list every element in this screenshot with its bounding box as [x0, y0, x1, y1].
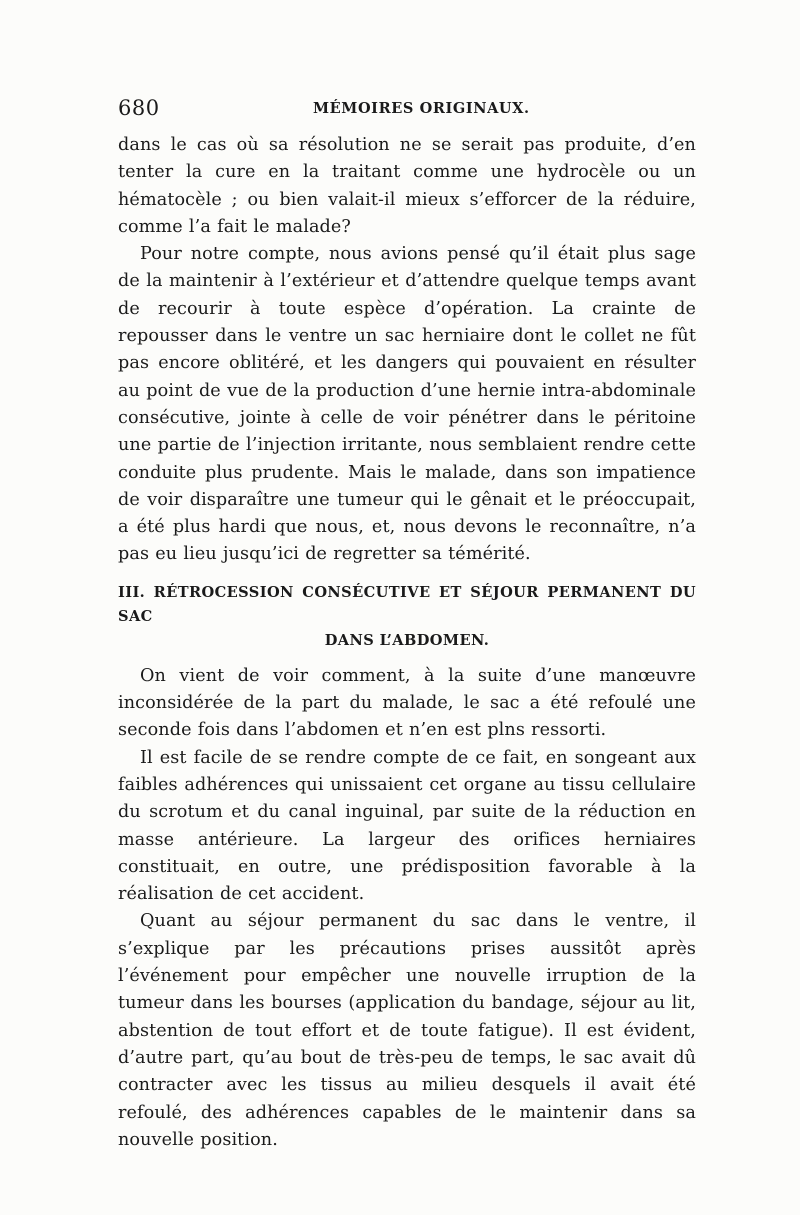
main-text — [118, 132, 696, 1154]
page-number: 680 — [118, 96, 160, 120]
paragraph: Il est facile de se rendre compte de ce fait, en songeant aux faibles adhérences qui unissaient cet organe au tissu cellulaire du scrotum et du canal inguinal, par suite de la réduction en masse antérieure. La largeur des orifices herniaires constituait, en outre, une prédisposition favorable à la réalisation de cet accident. — [118, 747, 696, 905]
running-title: MÉMOIRES ORIGINAUX. — [313, 100, 530, 117]
section-heading-line-1: III. RÉTROCESSION CONSÉCUTIVE ET SÉJOUR PERMANENT DU SAC — [118, 583, 696, 625]
running-header — [118, 96, 698, 126]
paragraph: Quant au séjour permanent du sac dans le ventre, il s’explique par les précautions prises aussitôt après l’événement pour empêcher une nouvelle irruption de la tumeur dans les bourses (application du bandage, séjour au lit, abstention de tout effort et de toute fatigue). Il est évident, d’autre part, qu’au bout de très-peu de temps, le sac avait dû contracter avec les tissus au milieu desquels il avait été refoulé, des adhérences capables de le maintenir dans sa nouvelle position. — [118, 911, 696, 1150]
paragraph: On vient de voir comment, à la suite d’une manœuvre inconsidérée de la part du malade, le sac a été refoulé une seconde fois dans l’abdomen et n’en est plns ressorti. — [118, 665, 696, 741]
paragraph-continued: dans le cas où sa résolution ne se serait pas produite, d’en tenter la cure en la traitant comme une hydrocèle ou un hématocèle ; ou bien valait-il mieux s’efforcer de la réduire, comme l’a fait le malade? — [118, 135, 696, 237]
paragraph: Pour notre compte, nous avions pensé qu’il était plus sage de la maintenir à l’extérieur et d’attendre quelque temps avant de recourir à toute espèce d’opération. La crainte de repousser dans le ventre un sac herniaire dont le collet ne fût pas encore oblitéré, et les dangers qui pouvaient en résulter au point de vue de la production d’une hernie intra-abdominale consécutive, jointe à celle de voir pénétrer dans le péritoine une partie de l’injection irritante, nous semblaient rendre cette conduite plus prudente. Mais le malade, dans son impatience de voir disparaître une tumeur qui le gênait et le préoccupait, a été plus hardi que nous, et, nous devons le reconnaître, n’a pas eu lieu jusqu’ici de regretter sa témérité. — [118, 244, 696, 565]
section-heading — [118, 581, 696, 653]
section-heading-line-2: DANS L’ABDOMEN. — [324, 631, 490, 649]
